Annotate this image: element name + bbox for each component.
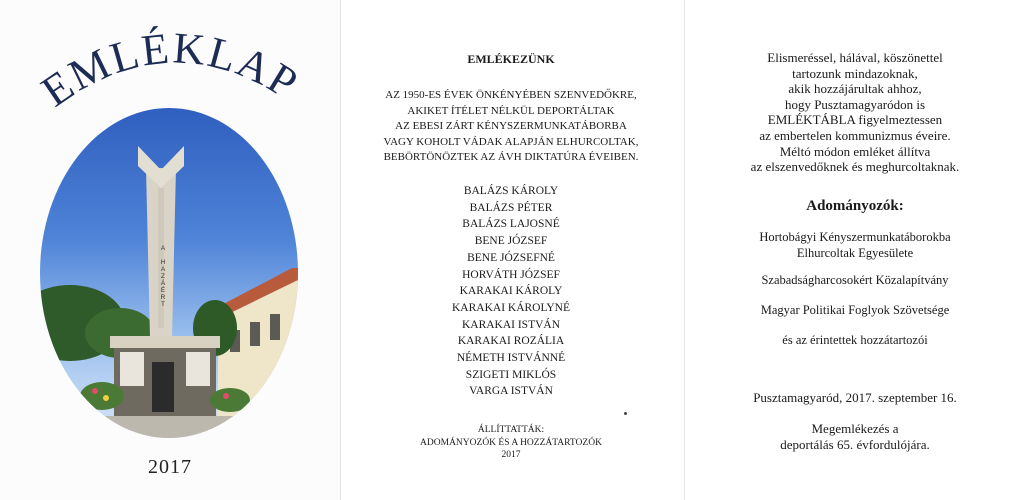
occasion-text	[685, 421, 1024, 452]
monument-inscription-area	[148, 245, 178, 395]
thanks-line: akik hozzájárultak ahhoz,	[788, 81, 922, 97]
thanks-line: az embertelen kommunizmus éveire.	[759, 127, 951, 143]
victim-name: KARAKAI ISTVÁN	[461, 318, 561, 331]
victim-name: BALÁZS KÁROLY	[463, 185, 559, 197]
thanks-line: Méltó módon emléket állítva	[779, 143, 931, 159]
donor-line: Hortobágyi Kényszermunkatáborokba	[759, 230, 951, 244]
footer-line: ADOMÁNYOZÓK ÉS A HOZZÁTARTOZÓK	[420, 437, 602, 448]
cover-year: 2017	[148, 456, 192, 478]
thanks-line: EMLÉKTÁBLA figyelmeztessen	[767, 112, 943, 128]
memorial-intro	[341, 88, 681, 166]
monument-inscription: A HAZÁÉRT	[159, 245, 167, 308]
victim-name: HORVÁTH JÓZSEF	[462, 268, 560, 281]
victim-name: BENE JÓZSEFNÉ	[467, 251, 555, 264]
footer-line: ÁLLÍTTATTÁK:	[477, 425, 545, 435]
intro-line: AZ 1950-ES ÉVEK ÖNKÉNYÉBEN SZENVEDŐKRE,	[385, 89, 637, 101]
intro-line: BEBÖRTÖNÖZTEK AZ ÁVH DIKTATÚRA ÉVEIBEN.	[383, 151, 639, 163]
memorial-panel	[340, 0, 680, 500]
victims-list	[341, 183, 681, 400]
thanks-line: Elismeréssel, hálával, köszönettel	[767, 50, 943, 65]
victim-name: KARAKAI KÁROLY	[459, 285, 563, 298]
victim-name: BENE JÓZSEF	[474, 235, 548, 248]
victim-name: VARGA ISTVÁN	[469, 385, 553, 398]
occasion-line: deportálás 65. évfordulójára.	[780, 436, 930, 452]
donor-entry	[685, 230, 1024, 261]
victim-name: KARAKAI KÁROLYNÉ	[452, 301, 570, 314]
place-and-date: Pusztamagyaród, 2017. szeptember 16.	[753, 390, 957, 405]
cover-title-text: EMLÉKLAP	[32, 23, 308, 117]
victim-name: SZIGETI MIKLÓS	[465, 368, 557, 381]
erected-by	[341, 424, 681, 462]
footer-line: 2017	[501, 450, 521, 460]
donor-line: Szabadságharcosokért Közalapítvány	[761, 273, 949, 287]
thanks-text	[685, 50, 1024, 175]
victim-name: NÉMETH ISTVÁNNÉ	[456, 352, 566, 365]
speck-mark	[624, 412, 627, 415]
memorial-heading: EMLÉKEZÜNK	[467, 52, 555, 66]
donor-line: Elhurcoltak Egyesülete	[796, 245, 914, 260]
donor-line: Magyar Politikai Foglyok Szövetsége	[760, 303, 950, 317]
occasion-line: Megemlékezés a	[811, 421, 899, 436]
donors-panel	[684, 0, 1024, 500]
donor-entry	[685, 303, 1024, 319]
intro-line: VAGY KOHOLT VÁDAK ALAPJÁN ELHURCOLTAK,	[383, 135, 639, 148]
donors-heading: Adományozók:	[806, 198, 904, 214]
donor-entry	[685, 273, 1024, 289]
victim-name: BALÁZS LAJOSNÉ	[462, 218, 560, 231]
donor-entry	[685, 333, 1024, 349]
victim-name: BALÁZS PÉTER	[469, 201, 553, 214]
cover-panel	[0, 0, 340, 500]
thanks-line: hogy Pusztamagyaródon is	[784, 96, 926, 112]
intro-line: AKIKET ÍTÉLET NÉLKÜL DEPORTÁLTAK	[407, 104, 615, 117]
thanks-line: az elszenvedőknek és meghurcoltaknak.	[750, 159, 960, 175]
thanks-line: tartozunk mindazoknak,	[792, 65, 918, 81]
intro-line: AZ EBESI ZÁRT KÉNYSZERMUNKATÁBORBA	[395, 120, 627, 132]
donor-line: és az érintettek hozzátartozói	[782, 333, 928, 347]
victim-name: KARAKAI ROZÁLIA	[457, 335, 565, 348]
